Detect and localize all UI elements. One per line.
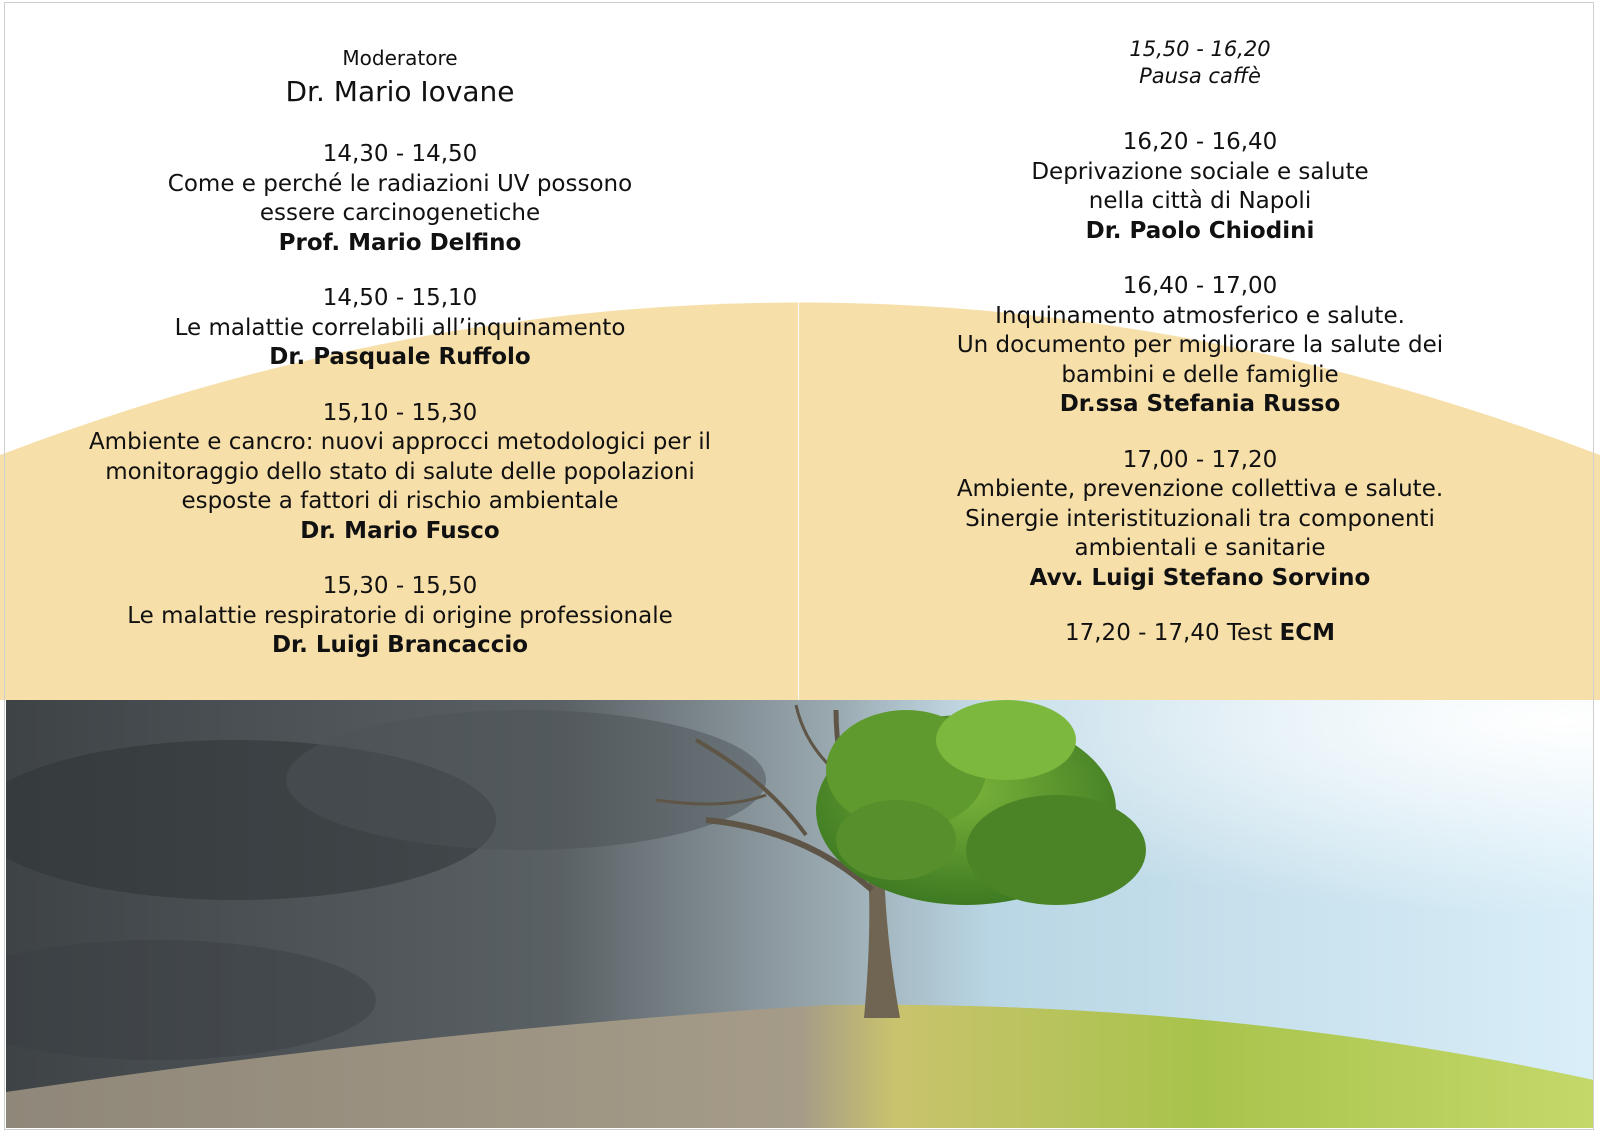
session-time: 15,30 - 15,50 xyxy=(322,573,478,599)
session-title-line: esposte a fattori di rischio ambientale xyxy=(181,488,619,514)
session-title-line: bambini e delle famiglie xyxy=(1061,361,1339,388)
session-title-line: Le malattie correlabili all’inquinamento xyxy=(174,314,626,341)
session-speaker: Dr. Mario Fusco xyxy=(300,517,500,544)
session-title-line: monitoraggio dello stato di salute delle popolazioni xyxy=(105,458,695,485)
session-title-line: Sinergie interistituzionali tra componenti xyxy=(965,505,1435,532)
session-title-line: Inquinamento atmosferico e salute. xyxy=(995,302,1405,329)
moderator-name: Dr. Mario Iovane xyxy=(285,75,515,108)
session-title-line: essere carcinogenetiche xyxy=(259,200,541,226)
test-time: 17,20 - 17,40 Test xyxy=(1064,620,1273,646)
pause-time: 15,50 - 16,20 xyxy=(1129,37,1271,61)
session-title-line: Ambiente e cancro: nuovi approcci metodologici per il xyxy=(88,429,712,455)
session-time: 14,30 - 14,50 xyxy=(322,141,478,167)
session-title-line: Le malattie respiratorie di origine professionale xyxy=(127,602,673,629)
session-speaker: Dr. Paolo Chiodini xyxy=(1085,217,1315,244)
session-speaker: Dr. Luigi Brancaccio xyxy=(271,632,529,658)
page-border xyxy=(4,2,1594,1130)
test-label: ECM xyxy=(1279,620,1335,646)
session-title-line: Un documento per migliorare la salute dei xyxy=(956,332,1444,358)
session-speaker: Avv. Luigi Stefano Sorvino xyxy=(1029,564,1371,591)
session-time: 17,00 - 17,20 xyxy=(1122,446,1278,473)
session-time: 16,40 - 17,00 xyxy=(1122,273,1278,299)
session-time: 16,20 - 16,40 xyxy=(1122,129,1278,155)
session-speaker: Dr.ssa Stefania Russo xyxy=(1059,391,1341,417)
moderator-label: Moderatore xyxy=(342,46,458,70)
session-time: 15,10 - 15,30 xyxy=(322,399,478,426)
session-title-line: Ambiente, prevenzione collettiva e salute. xyxy=(956,476,1444,502)
session-title-line: Come e perché le radiazioni UV possono xyxy=(167,170,633,197)
session-speaker: Prof. Mario Delfino xyxy=(278,229,522,256)
pause-label: Pausa caffè xyxy=(1139,64,1261,88)
session-title-line: Deprivazione sociale e salute xyxy=(1031,158,1369,185)
session-speaker: Dr. Pasquale Ruffolo xyxy=(269,344,531,370)
session-title-line: ambientali e sanitarie xyxy=(1074,535,1326,561)
session-time: 14,50 - 15,10 xyxy=(322,285,478,311)
session-title-line: nella città di Napoli xyxy=(1088,188,1312,214)
